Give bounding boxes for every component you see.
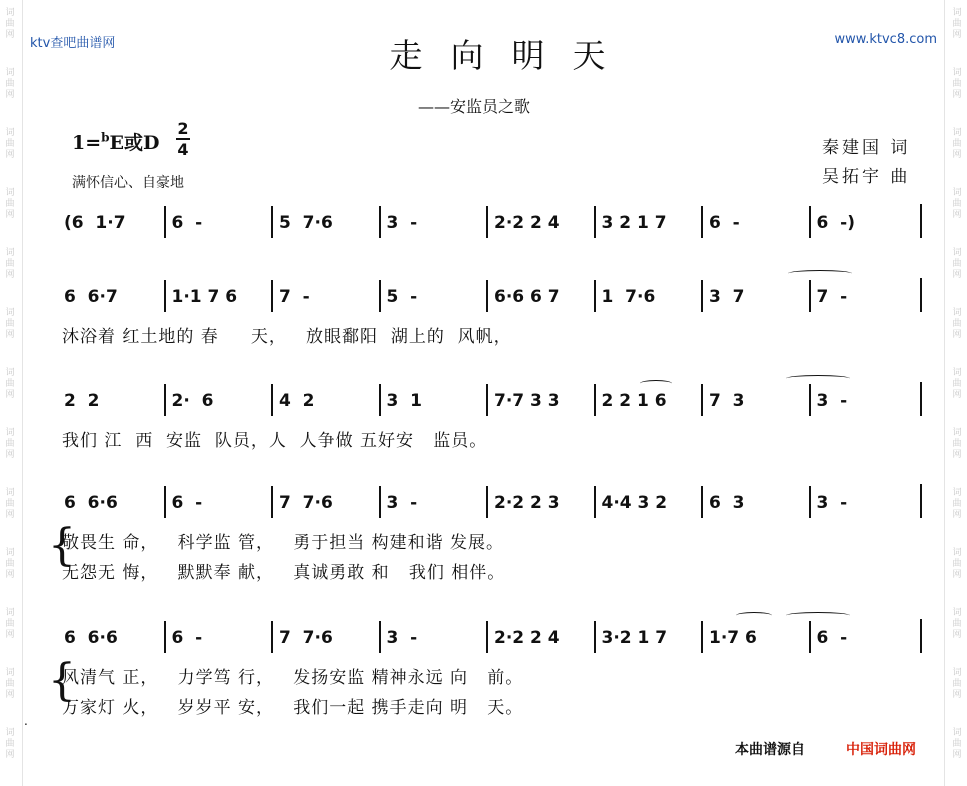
slur-mark bbox=[640, 380, 672, 387]
measure-notes: 2 2 bbox=[64, 391, 100, 411]
expression-marking: 满怀信心、自豪地 bbox=[72, 175, 184, 191]
barline bbox=[379, 280, 381, 312]
score-line bbox=[0, 492, 967, 532]
end-barline bbox=[920, 382, 922, 416]
measure-notes: 2·2 2 4 bbox=[494, 628, 560, 648]
measure-notes: 6 - bbox=[171, 628, 203, 648]
end-barline bbox=[920, 619, 922, 653]
flat-sign: b bbox=[101, 130, 110, 145]
measure-notes: 3 - bbox=[386, 213, 418, 233]
barline bbox=[701, 206, 703, 238]
side-watermark-text: 词 曲 网 bbox=[952, 128, 962, 160]
measure-notes: 6 6·6 bbox=[64, 493, 118, 513]
side-watermark-text: 词 曲 网 bbox=[952, 308, 962, 340]
side-watermark-text: 词 曲 网 bbox=[5, 488, 15, 520]
measure-notes: 7 - bbox=[279, 287, 310, 307]
slur-mark bbox=[736, 612, 772, 619]
score-line bbox=[0, 390, 967, 430]
composer-credit: 吴拓宇 曲 bbox=[822, 167, 911, 187]
barline bbox=[594, 384, 596, 416]
lyric-line: 风清气 正， 力学笃 行， 发扬安监 精神永远 向 前。 bbox=[62, 668, 524, 688]
side-watermark-text: 词 曲 网 bbox=[952, 368, 962, 400]
score-line bbox=[0, 627, 967, 667]
side-watermark-text: 词 曲 网 bbox=[5, 68, 15, 100]
key-prefix: 1= bbox=[72, 132, 102, 154]
lyricist-credit: 秦建国 词 bbox=[822, 138, 911, 158]
end-barline bbox=[920, 204, 922, 238]
measure-notes: 2·2 2 4 bbox=[494, 213, 560, 233]
barline bbox=[486, 206, 488, 238]
verse-brace: { bbox=[48, 520, 76, 571]
measure-notes: 6 - bbox=[816, 628, 848, 648]
measure-notes: 6 - bbox=[171, 493, 203, 513]
measure-notes: 5 7·6 bbox=[279, 213, 333, 233]
side-watermark-text: 词 曲 网 bbox=[952, 728, 962, 760]
slur-mark bbox=[788, 270, 852, 277]
lyric-line: 无怨无 悔， 默默奉 献， 真诚勇敢 和 我们 相伴。 bbox=[62, 563, 506, 583]
footer-source-label: 本曲谱源自 bbox=[735, 742, 805, 758]
barline bbox=[809, 621, 811, 653]
barline bbox=[809, 206, 811, 238]
measure-notes: 3 7 bbox=[709, 287, 745, 307]
side-watermark-text: 词 曲 网 bbox=[5, 248, 15, 280]
measure-notes: 7 7·6 bbox=[279, 493, 333, 513]
side-watermark-text: 词 曲 网 bbox=[5, 188, 15, 220]
barline bbox=[701, 280, 703, 312]
side-watermark-text: 词 曲 网 bbox=[952, 8, 962, 40]
side-watermark-text: 词 曲 网 bbox=[952, 488, 962, 520]
barline bbox=[486, 384, 488, 416]
measure-notes: 3 1 bbox=[386, 391, 422, 411]
measure-notes: 6 3 bbox=[709, 493, 745, 513]
slur-mark bbox=[786, 612, 850, 619]
side-watermark-text: 词 曲 网 bbox=[5, 608, 15, 640]
barline bbox=[809, 384, 811, 416]
side-watermark-text: 词 曲 网 bbox=[5, 728, 15, 760]
side-watermark-text: 词 曲 网 bbox=[5, 128, 15, 160]
lyric-line: 我们 江 西 安监 队员，人 人争做 五好安 监员。 bbox=[62, 431, 488, 451]
measure-notes: 5 - bbox=[386, 287, 418, 307]
measure-notes: 2 2 1 6 bbox=[601, 391, 667, 411]
measure-notes: 7 - bbox=[816, 287, 848, 307]
measure-notes: 6·6 6 7 bbox=[494, 287, 560, 307]
time-signature-bottom: 4 bbox=[177, 140, 189, 159]
barline bbox=[271, 621, 273, 653]
lyric-line: 沐浴着 红土地的 春 天， 放眼鄱阳 湖上的 风帆， bbox=[62, 327, 512, 347]
barline bbox=[379, 206, 381, 238]
measure-notes: 2· 6 bbox=[171, 391, 214, 411]
time-signature-top: 2 bbox=[177, 119, 189, 138]
barline bbox=[271, 206, 273, 238]
barline bbox=[379, 486, 381, 518]
measure-notes: 3·2 1 7 bbox=[601, 628, 668, 648]
barline bbox=[379, 384, 381, 416]
measure-notes: 1·1 7 6 bbox=[171, 287, 238, 307]
key-signature bbox=[72, 128, 160, 155]
side-watermark-text: 词 曲 网 bbox=[952, 668, 962, 700]
measure-notes: 1·7 6 bbox=[709, 628, 757, 648]
side-watermark-text: 词 曲 网 bbox=[952, 548, 962, 580]
verse-brace: { bbox=[48, 655, 76, 706]
measure-notes: 3 2 1 7 bbox=[601, 213, 667, 233]
side-watermark-text: 词 曲 网 bbox=[952, 608, 962, 640]
measure-notes: 6 - bbox=[709, 213, 740, 233]
time-signature bbox=[176, 120, 190, 158]
barline bbox=[271, 384, 273, 416]
barline bbox=[594, 486, 596, 518]
measure-notes: 6 -) bbox=[816, 213, 855, 233]
measure-notes: 6 - bbox=[171, 213, 203, 233]
stray-dot-mark: . bbox=[24, 714, 28, 728]
lyric-line: 敬畏生 命， 科学监 管， 勇于担当 构建和谐 发展。 bbox=[62, 533, 505, 553]
measure-notes: 7·7 3 3 bbox=[494, 391, 560, 411]
song-subtitle: ——安监员之歌 bbox=[418, 97, 531, 116]
barline bbox=[486, 486, 488, 518]
measure-notes: 2·2 2 3 bbox=[494, 493, 560, 513]
measure-notes: 6 6·6 bbox=[64, 628, 118, 648]
barline bbox=[379, 621, 381, 653]
measure-notes: 4 2 bbox=[279, 391, 315, 411]
barline bbox=[701, 384, 703, 416]
measure-notes: 3 - bbox=[816, 493, 848, 513]
measure-notes: 7 7·6 bbox=[279, 628, 333, 648]
side-watermark-text: 词 曲 网 bbox=[5, 308, 15, 340]
watermark-left-site: ktv查吧曲谱网 bbox=[30, 36, 116, 51]
barline bbox=[486, 280, 488, 312]
side-watermark-text: 词 曲 网 bbox=[5, 368, 15, 400]
measure-notes: 7 3 bbox=[709, 391, 745, 411]
footer-source-site: 中国词曲网 bbox=[846, 742, 916, 758]
barline bbox=[164, 621, 166, 653]
measure-notes: 3 - bbox=[816, 391, 848, 411]
score-line bbox=[0, 212, 967, 252]
end-barline bbox=[920, 484, 922, 518]
barline bbox=[809, 486, 811, 518]
lyric-line: 万家灯 火， 岁岁平 安， 我们一起 携手走向 明 天。 bbox=[62, 698, 524, 718]
side-watermark-text: 词 曲 网 bbox=[5, 668, 15, 700]
song-title: 走向明天 bbox=[389, 36, 634, 75]
side-watermark-text: 词 曲 网 bbox=[5, 8, 15, 40]
side-watermark-text: 词 曲 网 bbox=[952, 68, 962, 100]
side-watermark-text: 词 曲 网 bbox=[952, 248, 962, 280]
slur-mark bbox=[786, 375, 850, 382]
end-barline bbox=[920, 278, 922, 312]
barline bbox=[486, 621, 488, 653]
measure-notes: 4·4 3 2 bbox=[601, 493, 668, 513]
side-watermark-text: 词 曲 网 bbox=[5, 548, 15, 580]
measure-notes: 3 - bbox=[386, 493, 418, 513]
measure-notes: 6 6·7 bbox=[64, 287, 118, 307]
measure-notes: (6 1·7 bbox=[64, 213, 126, 233]
score-line bbox=[0, 286, 967, 326]
barline bbox=[594, 621, 596, 653]
barline bbox=[164, 384, 166, 416]
watermark-right-site: www.ktvc8.com bbox=[834, 32, 937, 47]
barline bbox=[164, 206, 166, 238]
side-watermark-text: 词 曲 网 bbox=[952, 428, 962, 460]
barline bbox=[594, 280, 596, 312]
measure-notes: 1 7·6 bbox=[601, 287, 656, 307]
measure-notes: 3 - bbox=[386, 628, 418, 648]
key-name: E或D bbox=[109, 132, 160, 154]
side-watermark-text: 词 曲 网 bbox=[5, 428, 15, 460]
barline bbox=[594, 206, 596, 238]
barline bbox=[271, 486, 273, 518]
barline bbox=[271, 280, 273, 312]
barline bbox=[701, 621, 703, 653]
barline bbox=[164, 486, 166, 518]
barline bbox=[164, 280, 166, 312]
barline bbox=[809, 280, 811, 312]
side-watermark-text: 词 曲 网 bbox=[952, 188, 962, 220]
barline bbox=[701, 486, 703, 518]
